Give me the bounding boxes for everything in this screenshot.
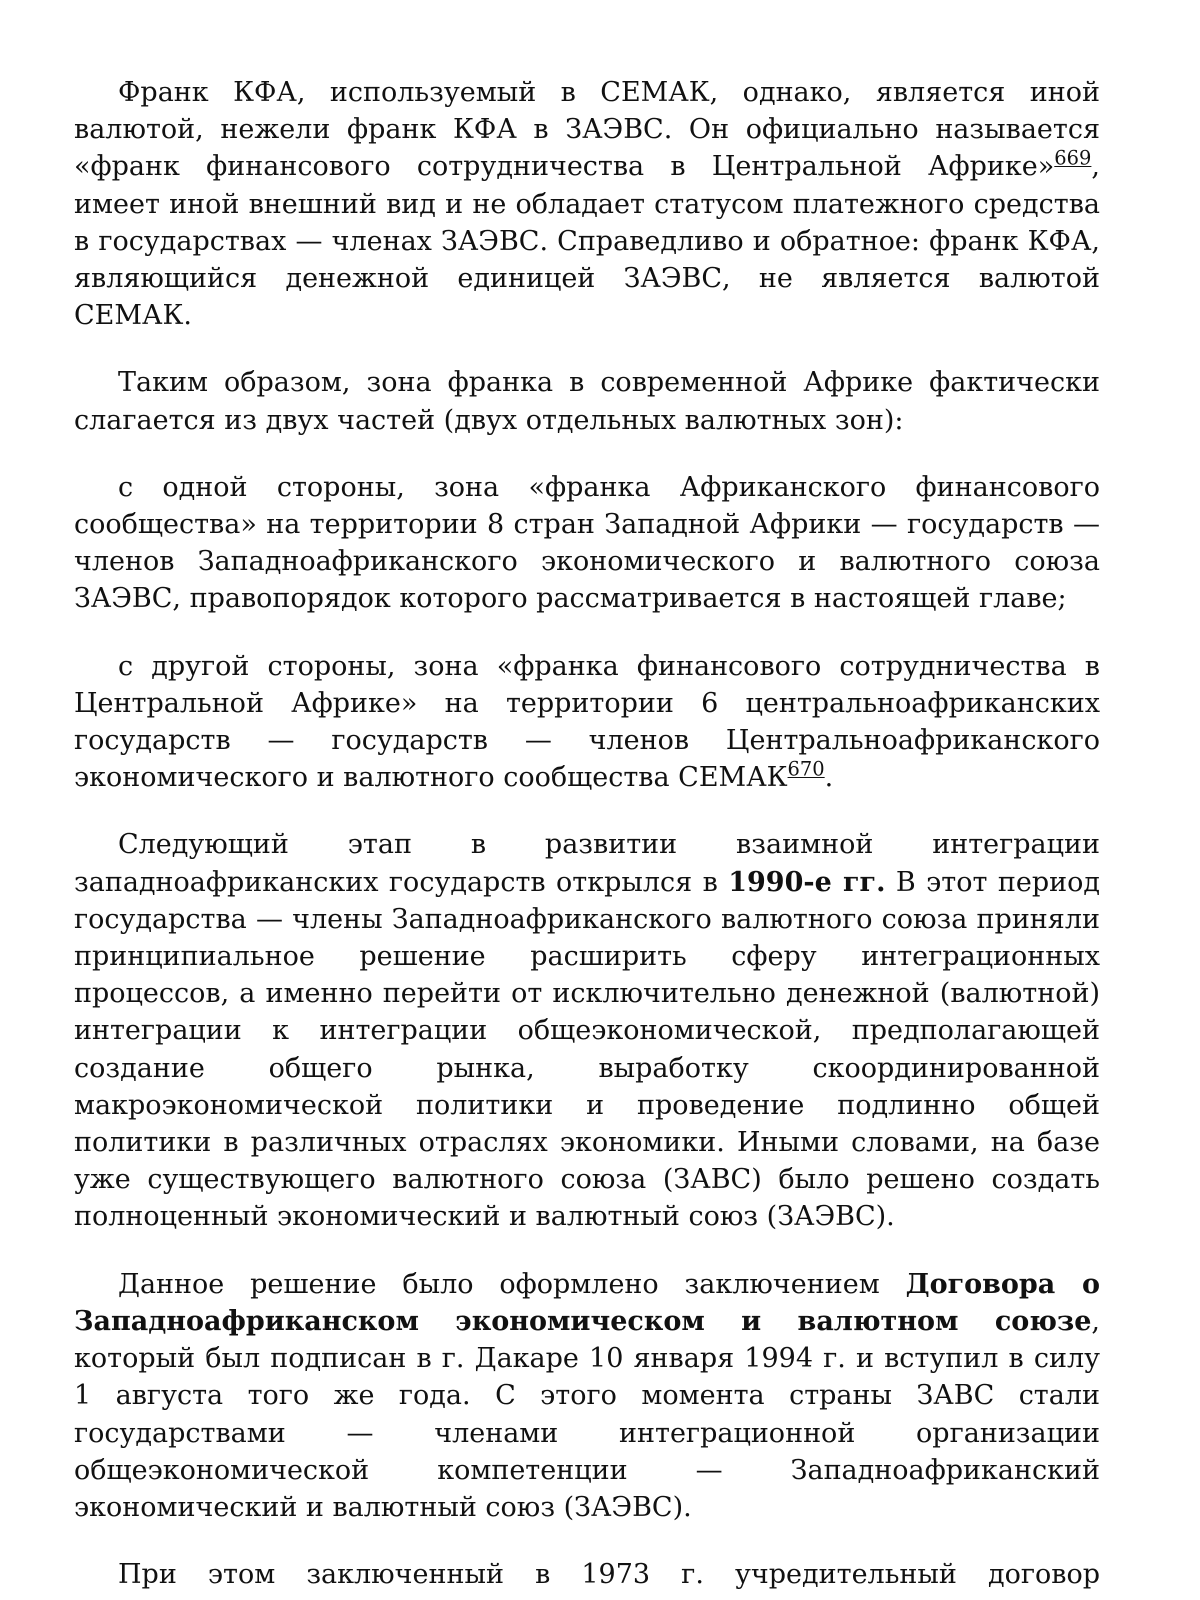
paragraph-text: . xyxy=(824,762,834,794)
footnote-link-669[interactable]: 669 xyxy=(1054,146,1092,170)
paragraph-text: При этом заключенный в 1973 г. учредительный договор xyxy=(118,1559,1100,1591)
paragraph-text: , имеет иной внешний вид и не обладает статусом платежного средства в государствах — членах ЗАЭВС. Справедливо и обратное: франк КФА, являющийся денежной единицей ЗАЭВС, не является валютой СЕМАК. xyxy=(74,151,1100,332)
paragraph-1 xyxy=(74,74,1100,334)
bold-text: Договора о Западноафриканском экономическом и валютном союзе xyxy=(74,1268,1100,1337)
paragraph-2 xyxy=(74,364,1100,438)
footnote-link-670[interactable]: 670 xyxy=(787,757,825,781)
paragraph-text: с одной стороны, зона «франка Африканского финансового сообщества» на территории 8 стран Западной Африки — государств — членов Западноафриканского экономического и валютного союза ЗАЭВС, правопорядок которого рассматривается в настоящей главе; xyxy=(74,471,1100,615)
paragraph-6 xyxy=(74,1266,1100,1526)
paragraph-text: Таким образом, зона франка в современной Африке фактически слагается из двух частей (двух отдельных валютных зон): xyxy=(74,367,1100,436)
paragraph-3 xyxy=(74,469,1100,618)
bold-text: 1990-е гг. xyxy=(728,866,886,898)
paragraph-text: Данное решение было оформлено заключением xyxy=(118,1268,906,1300)
paragraph-text: , который был подписан в г. Дакаре 10 января 1994 г. и вступил в силу 1 августа того же года. С этого момента страны ЗАВС стали государствами — членами интеграционной организации общеэкономической компетенции — Западноафриканский экономический и валютный союз (ЗАЭВС). xyxy=(74,1305,1100,1523)
paragraph-text: Франк КФА, используемый в СЕМАК, однако, является иной валютой, нежели франк КФА в ЗАЭВС. Он официально называется «франк финансового сотрудничества в Центральной Африке» xyxy=(74,77,1100,183)
paragraph-text: с другой стороны, зона «франка финансового сотрудничества в Центральной Африке» на территории 6 центральноафриканских государств — государств — членов Центральноафриканского экономического и валютного сообщества СЕМАК xyxy=(74,650,1100,794)
paragraph-text: В этот период государства — члены Западноафриканского валютного союза приняли принципиальное решение расширить сферу интеграционных процессов, а именно перейти от исключительно денежной (валютной) интеграции к интеграции общеэкономической, предполагающей создание общего рынка, выработку скоординированной макроэкономической политики и проведение подлинно общей политики в различных отраслях экономики. Иными словами, на базе уже существующего валютного союза (ЗАВС) было решено создать полноценный экономический и валютный союз (ЗАЭВС). xyxy=(74,866,1100,1233)
paragraph-4 xyxy=(74,648,1100,797)
paragraph-text: Следующий этап в развитии взаимной интеграции западноафриканских государств открылся в xyxy=(74,829,1100,898)
paragraph-5 xyxy=(74,826,1100,1235)
paragraph-7 xyxy=(74,1556,1100,1593)
